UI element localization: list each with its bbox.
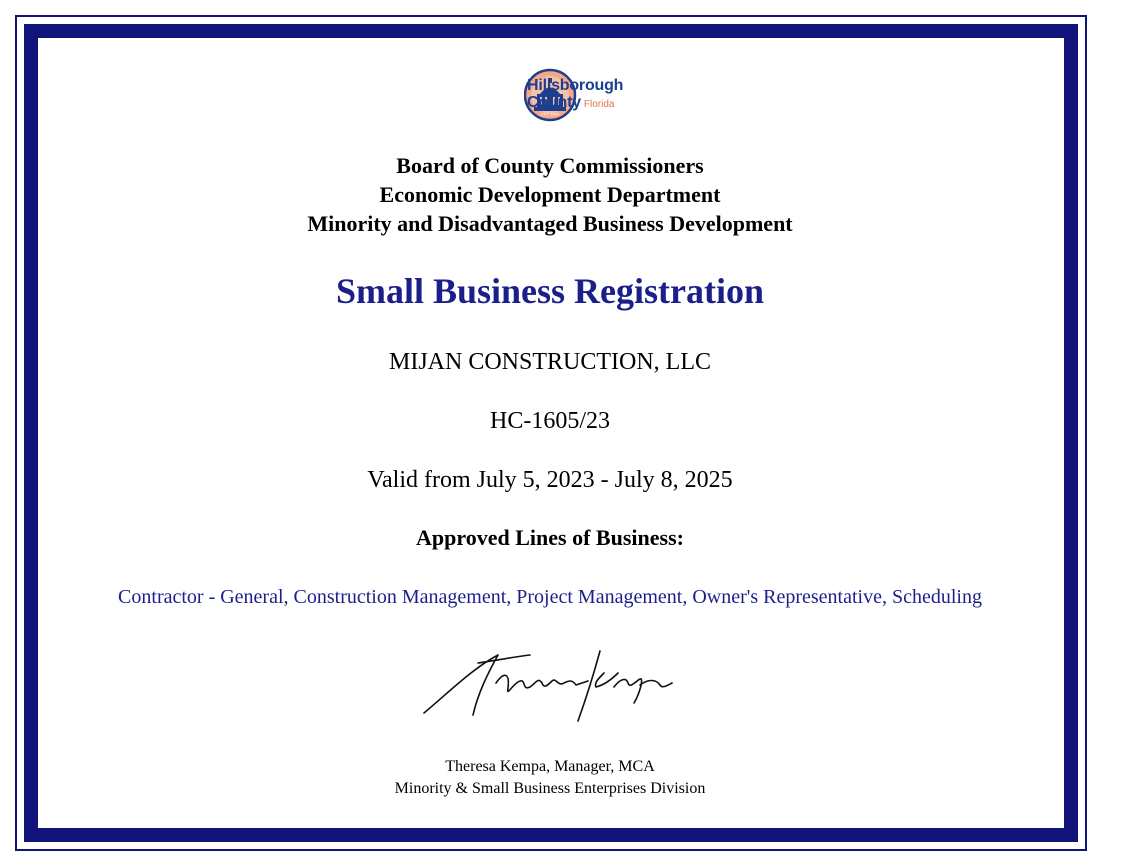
svg-text:EST. 1834: EST. 1834	[540, 111, 560, 117]
signature-icon	[418, 643, 678, 728]
signatory-division: Minority & Small Business Enterprises Division	[394, 780, 706, 797]
header-line-2: Economic Development Department	[379, 182, 721, 207]
approved-lines-label: Approved Lines of Business:	[416, 525, 684, 550]
logo-name-line1: Hillsborough	[527, 77, 624, 94]
approved-lines-list: Contractor - General, Construction Management, Project Management, Owner's Representative, Scheduling	[118, 586, 982, 608]
county-logo-text	[527, 77, 623, 113]
certificate-body	[38, 38, 1062, 828]
logo-state: Florida	[583, 99, 615, 110]
signatory-name-title: Theresa Kempa, Manager, MCA	[445, 758, 655, 775]
certificate-title: Small Business Registration	[335, 271, 765, 311]
header-line-1: Board of County Commissioners	[396, 153, 704, 178]
logo-name-line2: County	[527, 94, 581, 111]
certificate-number: HC-1605/23	[490, 408, 610, 434]
business-name: MIJAN CONSTRUCTION, LLC	[388, 349, 711, 375]
validity-period: Valid from July 5, 2023 - July 8, 2025	[367, 467, 733, 493]
header-line-3: Minority and Disadvantaged Business Development	[307, 211, 793, 236]
county-logo	[471, 68, 631, 126]
